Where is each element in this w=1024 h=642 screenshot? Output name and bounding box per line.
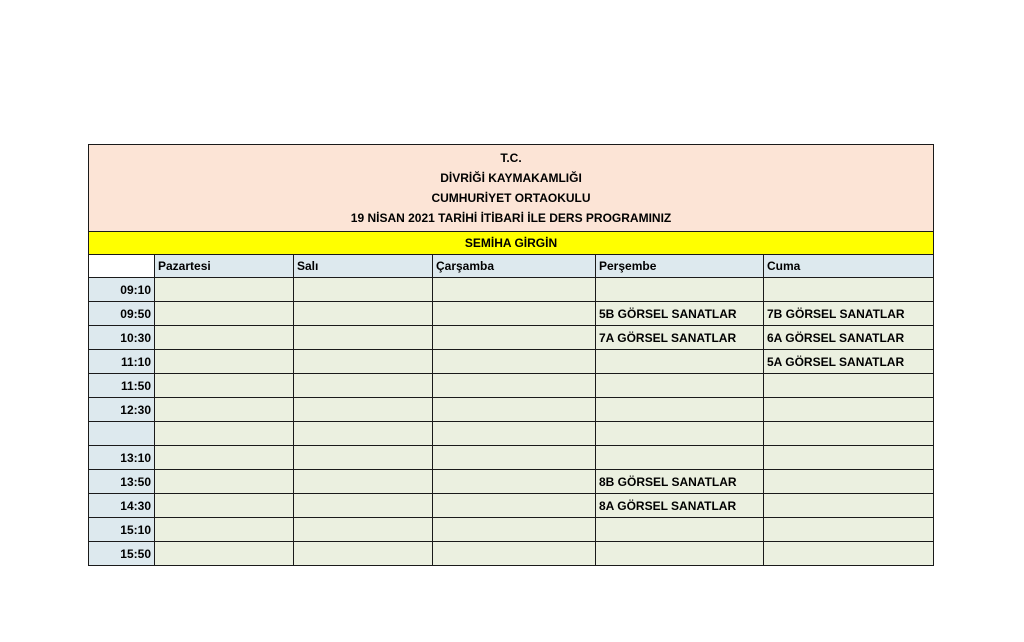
lesson-cell-tuesday bbox=[294, 422, 433, 446]
table-row bbox=[89, 470, 934, 494]
header-line-title: 19 NİSAN 2021 TARİHİ İTİBARİ İLE DERS PROGRAMINIZ bbox=[350, 211, 672, 225]
lesson-cell-thursday bbox=[596, 518, 764, 542]
lesson-cell-wednesday bbox=[433, 470, 596, 494]
lesson-cell-monday bbox=[155, 494, 294, 518]
lesson-cell-friday bbox=[764, 398, 934, 422]
lesson-cell-wednesday bbox=[433, 398, 596, 422]
lesson-cell-friday bbox=[764, 374, 934, 398]
lesson-cell-tuesday bbox=[294, 446, 433, 470]
lesson-cell-thursday: 5B GÖRSEL SANATLAR bbox=[596, 302, 764, 326]
lesson-cell-friday: 6A GÖRSEL SANATLAR bbox=[764, 326, 934, 350]
lesson-cell-friday bbox=[764, 278, 934, 302]
lesson-cell-tuesday bbox=[294, 398, 433, 422]
lesson-cell-tuesday bbox=[294, 470, 433, 494]
day-header-monday: Pazartesi bbox=[155, 255, 294, 278]
lesson-cell-monday bbox=[155, 422, 294, 446]
lesson-cell-thursday bbox=[596, 374, 764, 398]
lesson-cell-thursday bbox=[596, 446, 764, 470]
time-cell: 15:50 bbox=[89, 542, 155, 566]
lesson-cell-tuesday bbox=[294, 278, 433, 302]
lesson-cell-monday bbox=[155, 518, 294, 542]
lesson-cell-wednesday bbox=[433, 278, 596, 302]
time-cell: 09:10 bbox=[89, 278, 155, 302]
lesson-cell-thursday bbox=[596, 542, 764, 566]
lesson-cell-monday bbox=[155, 446, 294, 470]
lesson-cell-wednesday bbox=[433, 494, 596, 518]
time-cell: 15:10 bbox=[89, 518, 155, 542]
lesson-cell-tuesday bbox=[294, 302, 433, 326]
time-cell: 11:50 bbox=[89, 374, 155, 398]
time-cell: 09:50 bbox=[89, 302, 155, 326]
day-header-thursday: Perşembe bbox=[596, 255, 764, 278]
lesson-cell-friday bbox=[764, 422, 934, 446]
table-row bbox=[89, 302, 934, 326]
lesson-cell-thursday bbox=[596, 350, 764, 374]
lesson-cell-wednesday bbox=[433, 446, 596, 470]
lesson-cell-wednesday bbox=[433, 350, 596, 374]
lesson-cell-wednesday bbox=[433, 326, 596, 350]
time-cell: 13:50 bbox=[89, 470, 155, 494]
table-row bbox=[89, 326, 934, 350]
lesson-cell-tuesday bbox=[294, 374, 433, 398]
corner-cell bbox=[89, 255, 155, 278]
lesson-cell-monday bbox=[155, 326, 294, 350]
lesson-cell-friday bbox=[764, 494, 934, 518]
lesson-cell-monday bbox=[155, 302, 294, 326]
table-row bbox=[89, 518, 934, 542]
lesson-cell-wednesday bbox=[433, 302, 596, 326]
lesson-cell-tuesday bbox=[294, 326, 433, 350]
lesson-cell-friday: 7B GÖRSEL SANATLAR bbox=[764, 302, 934, 326]
time-cell: 13:10 bbox=[89, 446, 155, 470]
day-header-wednesday: Çarşamba bbox=[433, 255, 596, 278]
time-cell bbox=[89, 422, 155, 446]
header-line-district: DİVRİĞİ KAYMAKAMLIĞI bbox=[440, 171, 582, 185]
lesson-cell-tuesday bbox=[294, 542, 433, 566]
lesson-cell-monday bbox=[155, 542, 294, 566]
day-header-row bbox=[89, 255, 934, 278]
time-cell: 12:30 bbox=[89, 398, 155, 422]
lesson-cell-friday bbox=[764, 470, 934, 494]
table-row bbox=[89, 446, 934, 470]
time-cell: 10:30 bbox=[89, 326, 155, 350]
day-header-friday: Cuma bbox=[764, 255, 934, 278]
lesson-cell-tuesday bbox=[294, 518, 433, 542]
lesson-cell-wednesday bbox=[433, 518, 596, 542]
lesson-cell-thursday bbox=[596, 398, 764, 422]
table-row bbox=[89, 494, 934, 518]
time-cell: 14:30 bbox=[89, 494, 155, 518]
lesson-cell-thursday bbox=[596, 278, 764, 302]
lesson-cell-friday bbox=[764, 518, 934, 542]
lesson-cell-monday bbox=[155, 470, 294, 494]
teacher-name: SEMİHA GİRGİN bbox=[89, 232, 934, 255]
time-cell: 11:10 bbox=[89, 350, 155, 374]
lesson-cell-wednesday bbox=[433, 422, 596, 446]
lesson-cell-friday: 5A GÖRSEL SANATLAR bbox=[764, 350, 934, 374]
lesson-cell-wednesday bbox=[433, 374, 596, 398]
table-row bbox=[89, 398, 934, 422]
lesson-cell-monday bbox=[155, 278, 294, 302]
lesson-cell-tuesday bbox=[294, 494, 433, 518]
header-block bbox=[89, 145, 934, 232]
table-row bbox=[89, 350, 934, 374]
schedule-table bbox=[88, 144, 934, 566]
header-line-tc: T.C. bbox=[500, 151, 522, 165]
lesson-cell-thursday: 8B GÖRSEL SANATLAR bbox=[596, 470, 764, 494]
lesson-cell-friday bbox=[764, 446, 934, 470]
lesson-cell-monday bbox=[155, 398, 294, 422]
day-header-tuesday: Salı bbox=[294, 255, 433, 278]
lesson-cell-tuesday bbox=[294, 350, 433, 374]
lesson-cell-monday bbox=[155, 350, 294, 374]
table-row bbox=[89, 422, 934, 446]
table-row bbox=[89, 374, 934, 398]
lesson-cell-thursday: 8A GÖRSEL SANATLAR bbox=[596, 494, 764, 518]
table-row bbox=[89, 278, 934, 302]
header-line-school: CUMHURİYET ORTAOKULU bbox=[431, 191, 591, 205]
lesson-cell-thursday: 7A GÖRSEL SANATLAR bbox=[596, 326, 764, 350]
lesson-cell-friday bbox=[764, 542, 934, 566]
table-row bbox=[89, 542, 934, 566]
lesson-cell-thursday bbox=[596, 422, 764, 446]
lesson-cell-wednesday bbox=[433, 542, 596, 566]
lesson-cell-monday bbox=[155, 374, 294, 398]
